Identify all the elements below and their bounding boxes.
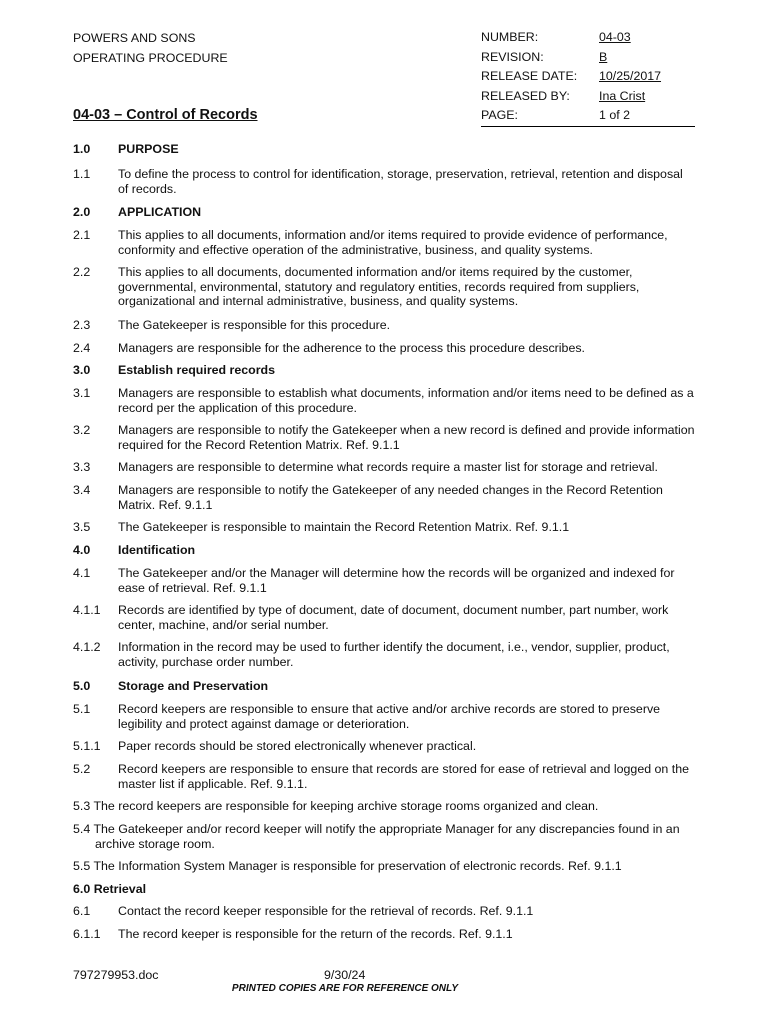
item-text: Record keepers are responsible to ensure that records are stored for ease of retrieval and logged on the master list if applicable. Ref. 9.1.1.	[118, 762, 689, 791]
item-text: Managers are responsible to establish what documents, information and/or items need to be defined as a record per the application of this procedure.	[118, 386, 694, 415]
item-number: 3.3	[73, 460, 91, 474]
item-text: Identification	[118, 543, 196, 557]
procedure-item	[73, 228, 695, 257]
document-metadata	[481, 28, 695, 127]
item-number: 2.2	[73, 265, 91, 279]
item-number: 3.1	[73, 386, 91, 400]
procedure-item	[73, 739, 695, 754]
item-text: Storage and Preservation	[118, 679, 269, 693]
document-title: 04-03 – Control of Records	[73, 107, 258, 123]
procedure-item	[73, 799, 695, 814]
item-content: The Information System Manager is responsible for preservation of electronic records. Ref. 9.1.1	[93, 859, 622, 873]
item-text: PURPOSE	[118, 142, 179, 156]
item-number: 1.1	[73, 167, 91, 181]
procedure-item	[73, 640, 695, 669]
item-text: Managers are responsible to notify the Gatekeeper of any needed changes in the Record Retention Matrix. Ref. 9.1.1	[118, 483, 663, 512]
item-text	[73, 799, 598, 814]
item-number: 5.5	[73, 859, 91, 873]
procedure-item	[73, 762, 695, 791]
company-name: POWERS AND SONS	[73, 31, 196, 45]
item-text	[73, 822, 695, 851]
footer-filename: 797279953.doc	[73, 968, 159, 982]
item-text: Paper records should be stored electronically whenever practical.	[118, 739, 477, 753]
meta-row	[481, 28, 695, 48]
procedure-item	[73, 603, 695, 632]
item-number: 2.0	[73, 205, 91, 219]
item-text: The Gatekeeper is responsible to maintain the Record Retention Matrix. Ref. 9.1.1	[118, 520, 570, 534]
item-text: Managers are responsible to determine what records require a master list for storage and retrieval.	[118, 460, 658, 474]
item-number: 2.4	[73, 341, 91, 355]
procedure-item	[73, 423, 695, 452]
item-text: Managers are responsible to notify the Gatekeeper when a new record is defined and provide information required for the Record Retention Matrix. Ref. 9.1.1	[118, 423, 695, 452]
item-text: APPLICATION	[118, 205, 202, 219]
item-content: Retrieval	[93, 882, 147, 896]
meta-label: PAGE:	[481, 108, 518, 123]
section-heading	[73, 205, 695, 220]
company-block	[73, 28, 228, 68]
meta-row	[481, 67, 695, 87]
item-number: 1.0	[73, 142, 91, 156]
meta-value: 10/25/2017	[599, 69, 662, 84]
item-number: 5.1	[73, 702, 91, 716]
procedure-item	[73, 167, 695, 196]
meta-value: 1 of 2	[599, 108, 631, 123]
procedure-item	[73, 265, 695, 309]
item-text: The record keeper is responsible for the return of the records. Ref. 9.1.1	[118, 927, 513, 941]
item-content: The record keepers are responsible for keeping archive storage rooms organized and clean.	[93, 799, 599, 813]
item-text: Managers are responsible for the adherence to the process this procedure describes.	[118, 341, 585, 355]
footer-date: 9/30/24	[324, 968, 366, 982]
item-number: 3.5	[73, 520, 91, 534]
item-number: 5.3	[73, 799, 91, 813]
meta-value: Ina Crist	[599, 88, 646, 103]
section-heading	[73, 363, 695, 378]
meta-label: RELEASED BY:	[481, 88, 570, 103]
document-type: OPERATING PROCEDURE	[73, 51, 228, 65]
item-number: 4.1.2	[73, 640, 101, 654]
item-number: 5.4	[73, 822, 91, 836]
item-number: 5.0	[73, 679, 91, 693]
procedure-item	[73, 460, 695, 475]
item-number: 5.2	[73, 762, 91, 776]
item-text: The Gatekeeper and/or the Manager will determine how the records will be organized and indexed for ease of retrieval. Ref. 9.1.1	[118, 566, 675, 595]
item-number: 6.0	[73, 882, 91, 896]
item-text: Records are identified by type of document, date of document, document number, part number, work center, machine, and/or serial number.	[118, 603, 669, 632]
section-heading	[73, 142, 695, 157]
item-text: Establish required records	[118, 363, 276, 377]
section-heading	[73, 543, 695, 558]
procedure-item	[73, 702, 695, 731]
meta-label: NUMBER:	[481, 30, 539, 44]
item-number: 5.1.1	[73, 739, 101, 753]
meta-label: RELEASE DATE:	[481, 69, 578, 84]
meta-row	[481, 87, 695, 107]
item-text	[73, 859, 622, 874]
procedure-item	[73, 822, 695, 851]
item-content: The Gatekeeper and/or record keeper will notify the appropriate Manager for any discrepancies found in an archive storage room.	[93, 822, 680, 851]
meta-value: 04-03	[599, 30, 631, 44]
procedure-item	[73, 859, 695, 874]
procedure-item	[73, 927, 695, 942]
item-number: 2.3	[73, 318, 91, 332]
procedure-item	[73, 341, 695, 356]
meta-row	[481, 106, 695, 126]
item-text: Information in the record may be used to further identify the document, i.e., vendor, supplier, product, activity, purchase order number.	[118, 640, 670, 669]
item-text: The Gatekeeper is responsible for this procedure.	[118, 318, 391, 332]
meta-value: B	[599, 49, 608, 64]
footer-notice: PRINTED COPIES ARE FOR REFERENCE ONLY	[231, 983, 459, 994]
item-number: 4.0	[73, 543, 91, 557]
item-number: 3.0	[73, 363, 91, 377]
item-number: 2.1	[73, 228, 91, 242]
procedure-item	[73, 566, 695, 595]
item-text: This applies to all documents, information and/or items required to provide evidence of performance, conformity and effective operation of the administrative, business, and quality systems.	[118, 228, 668, 257]
procedure-item	[73, 520, 695, 535]
procedure-item	[73, 318, 695, 333]
item-number: 3.2	[73, 423, 91, 437]
procedure-item	[73, 386, 695, 415]
procedure-item	[73, 904, 695, 919]
section-heading	[73, 882, 695, 897]
meta-label: REVISION:	[481, 49, 544, 64]
item-number: 4.1.1	[73, 603, 101, 617]
item-number: 4.1	[73, 566, 91, 580]
item-text: Record keepers are responsible to ensure that active and/or archive records are stored to preserve legibility and protect against damage or deterioration.	[118, 702, 661, 731]
procedure-item	[73, 483, 695, 512]
item-text: This applies to all documents, documented information and/or items required by the customer, governmental, environmental, statutory and regulatory entities, records required from suppliers, organizational and internal administrative, business, and quality systems.	[118, 265, 640, 308]
item-text: To define the process to control for identification, storage, preservation, retrieval, retention and disposal of records.	[118, 167, 683, 196]
item-number: 6.1.1	[73, 927, 101, 941]
item-text: Contact the record keeper responsible for the retrieval of records. Ref. 9.1.1	[118, 904, 534, 918]
item-number: 6.1	[73, 904, 91, 918]
item-number: 3.4	[73, 483, 91, 497]
section-heading	[73, 679, 695, 694]
meta-row	[481, 48, 695, 68]
item-text	[73, 882, 147, 897]
